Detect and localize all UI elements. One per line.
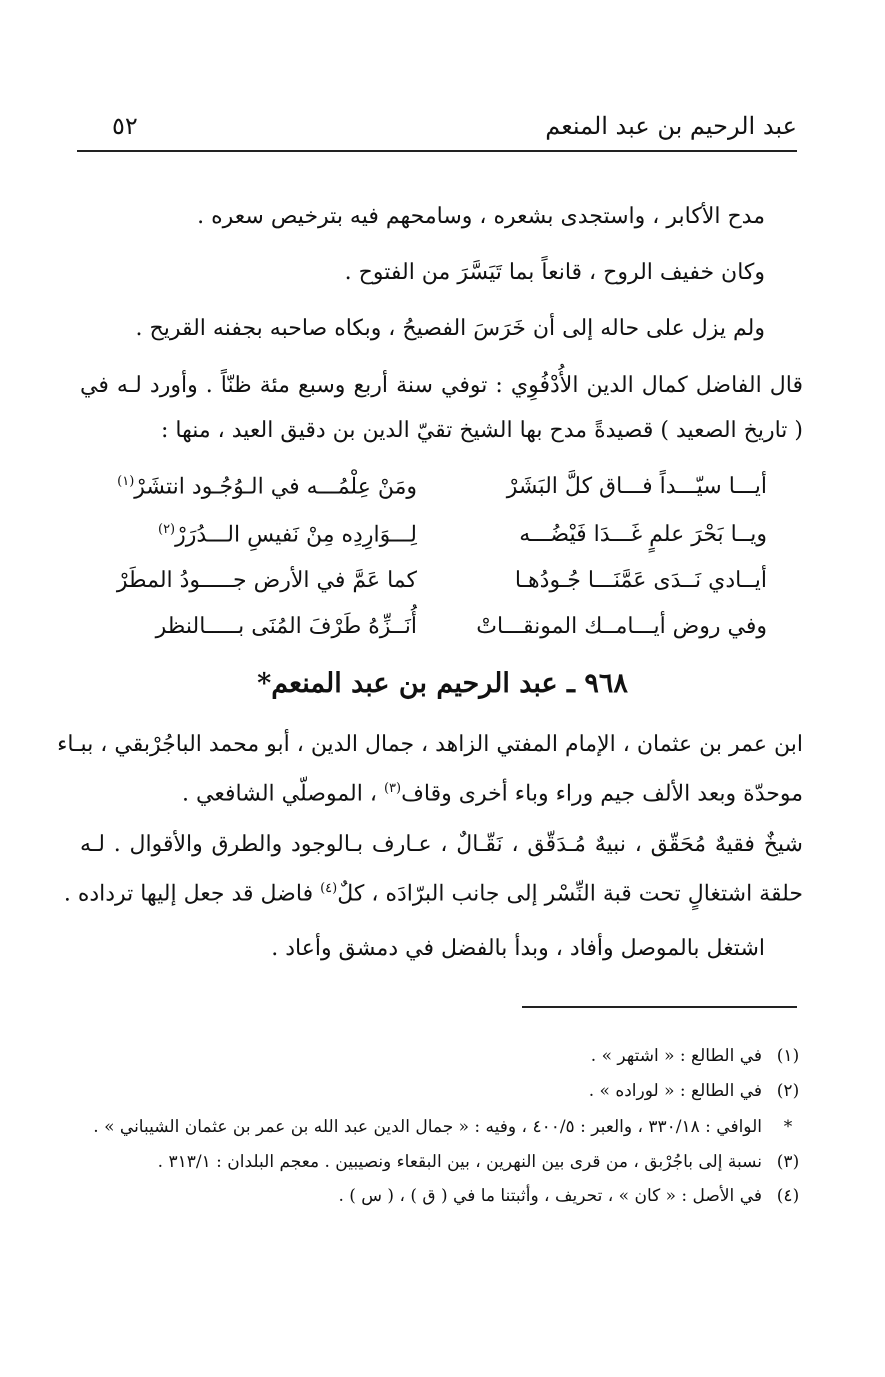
footnote-ref: (٢) [157, 522, 176, 537]
page-number: ٥٢ [112, 112, 138, 140]
bio-text: حلقة اشتغالٍ تحت قبة النِّسْر إلى جانب البرّادَه ، كلٌ [337, 881, 803, 907]
verse-hemistich-second: أُنَــزِّهُ طَرْفَ المُنَى بـــــالنظر [155, 614, 417, 639]
bio-line [182, 774, 803, 809]
footnote-text: الوافي : ٣٣٠/١٨ ، والعبر : ٤٠٠/٥ ، وفيه : « جمال الدين عبد الله بن عمر بن عثمان الشيباني » . [93, 1117, 762, 1137]
footnote-ref: (٣) [383, 781, 402, 796]
footnote-text: نسبة إلى باجُرْبق ، من قرى بين النهرين ، بين البقعاء ونصيبين . معجم البلدان : ٣١٣/١ . [157, 1152, 762, 1172]
verse-hemistich-second: كما عَمَّ في الأرض جـــــودُ المطَرْ [116, 568, 417, 593]
intro-line: ولم يزل على حاله إلى أن خَرَسَ الفصيحُ ، وبكاه صاحبه بجفنه القريح . [135, 316, 765, 341]
footnote-text: في الطالع : « لوراده » . [588, 1081, 762, 1101]
footnote-ref: (١) [117, 474, 135, 489]
footnote-mark: (١) [776, 1046, 800, 1066]
bio-line [64, 874, 803, 909]
bio-text: موحدّة وبعد الألف جيم وراء وباء أخرى وقاف [401, 781, 803, 807]
footnote-mark: (٤) [776, 1186, 800, 1206]
verse-hemistich-first: أيـــا سيّـــداً فـــاق كلَّ البَشَرْ [506, 474, 767, 499]
hemistich-text: ومَنْ عِلْمُـــه في الـوُجُـود انتشَرْ [134, 474, 417, 500]
verse-hemistich-second [97, 522, 417, 547]
footnote-text: في الطالع : « اشتهر » . [590, 1046, 762, 1066]
footnote-rule [522, 1006, 797, 1008]
verse-hemistich-first: أيــادي نَــدَى عَمَّنَـــا جُـودُهـا [514, 568, 767, 593]
quote-para-line: ( تاريخ الصعيد ) قصيدةً مدح بها الشيخ تقيّ الدين بن دقيق العيد ، منها : [160, 418, 803, 443]
footnote-text: في الأصل : « كان » ، تحريف ، وأثبتنا ما في ( ق ) ، ( س ) . [338, 1186, 762, 1206]
intro-line: مدح الأكابر ، واستجدى بشعره ، وسامحهم فيه بترخيص سعره . [197, 204, 765, 229]
footnote-mark: (٢) [776, 1081, 800, 1101]
bio-text: فاضل قد جعل إليها ترداده . [63, 881, 321, 907]
quote-para-line: قال الفاضل كمال الدين الأُدْفُوِي : توفي سنة أربع وسبع مئة ظنّاً . وأورد لـه في [80, 373, 803, 398]
footnote-mark: * [783, 1117, 793, 1137]
header-rule [77, 150, 797, 152]
bio-text: ، الموصلّي الشافعي . [182, 781, 384, 807]
bio-line: شيخٌ فقيهٌ مُحَقّق ، نبيهٌ مُـدَقّق ، نَقّـالٌ ، عـارف بـالوجود والطرق والأقوال . لـه [80, 832, 803, 857]
verse-hemistich-first: ويــا بَحْرَ علمٍ غَـــدَا فَيْضُـــه [519, 522, 767, 547]
verse-hemistich-second [97, 474, 417, 499]
verse-hemistich-first: وفي روض أيـــامــك المونقـــاتْ [476, 614, 767, 639]
hemistich-text: لِـــوَارِدِه مِنْ نَفيسِ الـــدُرَرْ [175, 522, 417, 548]
running-header-title: عبد الرحيم بن عبد المنعم [545, 112, 797, 140]
footnote-mark: (٣) [776, 1152, 800, 1172]
bio-line: ابن عمر بن عثمان ، الإمام المفتي الزاهد ، جمال الدين ، أبو محمد الباجُرْبقي ، ببـاء [57, 732, 803, 757]
intro-line: وكان خفيف الروح ، قانعاً بما تَيَسَّرَ من الفتوح . [344, 260, 765, 285]
bio-line: اشتغل بالموصل وأفاد ، وبدأ بالفضل في دمشق وأعاد . [271, 936, 765, 961]
entry-heading: ٩٦٨ ـ عبد الرحيم بن عبد المنعم* [257, 668, 628, 699]
footnote-ref: (٤) [320, 881, 338, 896]
